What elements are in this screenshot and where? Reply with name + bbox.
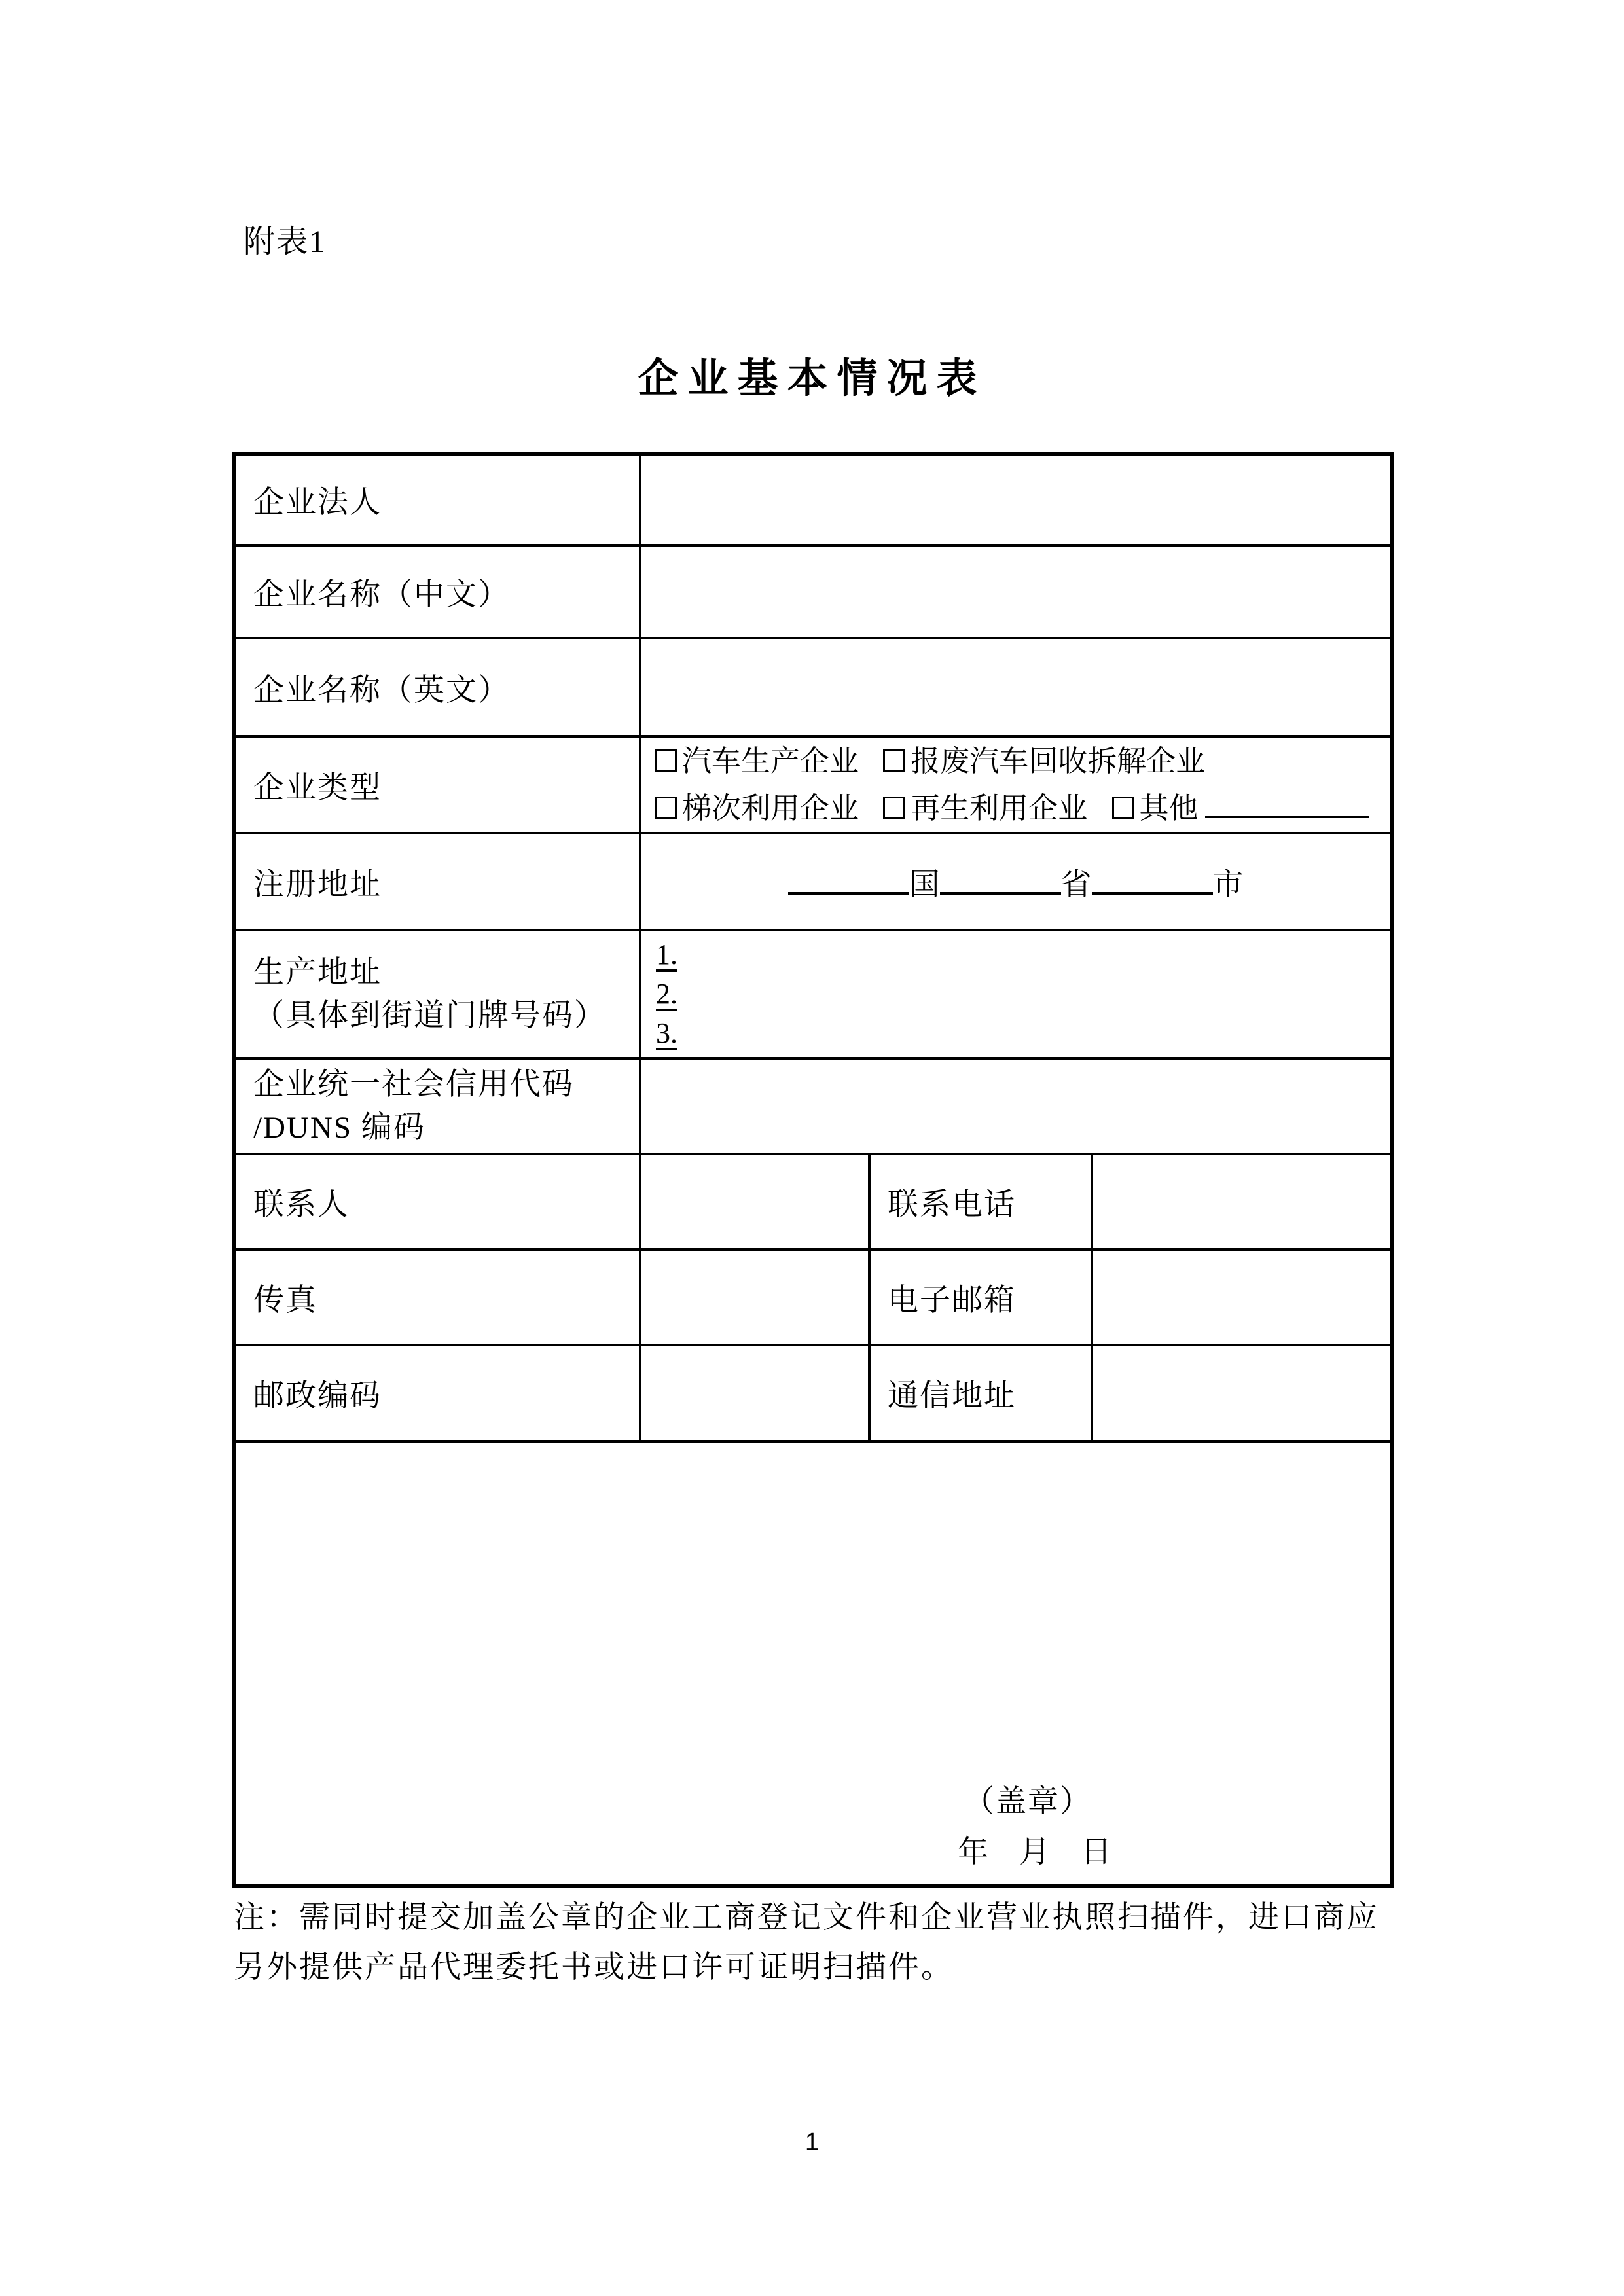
- table-row: [234, 736, 1392, 833]
- page-number: 1: [804, 2128, 820, 2156]
- table-row: [234, 1249, 1392, 1345]
- company-name-cn-value-cell: [640, 545, 1392, 638]
- fax-label: 传真: [234, 1249, 640, 1345]
- credit-code-label-line1: 企业统一社会信用代码: [253, 1067, 574, 1102]
- table-row: [234, 930, 1392, 1058]
- production-address-label-line1: 生产地址: [253, 956, 382, 990]
- checkbox-icon: [883, 749, 905, 772]
- production-address-label-line2: （具体到街道门牌号码）: [253, 999, 606, 1033]
- checkbox-icon: [655, 797, 677, 819]
- company-type-label: 企业类型: [234, 736, 640, 833]
- checkbox-icon: [655, 749, 677, 772]
- table-row: [234, 454, 1392, 545]
- legal-person-value-cell: [640, 454, 1392, 545]
- checkbox-icon: [883, 797, 905, 819]
- appendix-label: 附表1: [244, 224, 327, 259]
- page-title: 企业基本情况表: [638, 356, 986, 401]
- production-address-label: [234, 930, 640, 1058]
- option-label: 报废汽车回收拆解企业: [911, 745, 1206, 778]
- contact-person-label: 联系人: [234, 1154, 640, 1249]
- option-cascade-use: [655, 792, 859, 825]
- production-address-item-3: 3.: [656, 1017, 677, 1049]
- table-row: [234, 1441, 1392, 1886]
- option-label: 汽车生产企业: [682, 745, 859, 778]
- option-label: 梯次利用企业: [682, 792, 859, 825]
- checkbox-icon: [1112, 797, 1134, 819]
- credit-code-label-line2: /DUNS 编码: [253, 1111, 425, 1145]
- email-value-cell: [1092, 1249, 1392, 1345]
- registered-address-label: 注册地址: [234, 833, 640, 930]
- contact-phone-value-cell: [1092, 1154, 1392, 1249]
- mailing-address-label: 通信地址: [869, 1345, 1092, 1441]
- mailing-address-value-cell: [1092, 1345, 1392, 1441]
- contact-person-value-cell: [640, 1154, 869, 1249]
- company-type-options-line1: [655, 738, 1390, 785]
- other-blank-line: [1205, 789, 1369, 818]
- company-type-options-line2: [655, 785, 1390, 832]
- option-regeneration: [883, 792, 1087, 825]
- fax-value-cell: [640, 1249, 869, 1345]
- option-label: 其他: [1139, 792, 1199, 825]
- registered-address-value-cell: [640, 833, 1392, 930]
- table-row: [234, 545, 1392, 638]
- footnote-line1: 注：需同时提交加盖公章的企业工商登记文件和企业营业执照扫描件，进口商应: [234, 1901, 1379, 1935]
- country-suffix: 国: [909, 867, 940, 902]
- province-suffix: 省: [1060, 867, 1092, 902]
- contact-phone-label: 联系电话: [869, 1154, 1092, 1249]
- table-row: [234, 1154, 1392, 1249]
- stamp-area: [236, 1444, 1390, 1883]
- table-row: [234, 1345, 1392, 1441]
- legal-person-label: 企业法人: [234, 454, 640, 545]
- country-blank-line: [788, 866, 909, 895]
- city-blank-line: [1092, 866, 1213, 895]
- company-name-cn-label: 企业名称（中文）: [234, 545, 640, 638]
- date-line: 年 月 日: [958, 1835, 1112, 1869]
- option-label: 再生利用企业: [911, 792, 1088, 825]
- production-address-item-2: 2.: [656, 978, 677, 1010]
- option-scrap-recycling: [883, 745, 1205, 778]
- table-row: [234, 833, 1392, 930]
- postal-code-value-cell: [640, 1345, 869, 1441]
- table-row: [234, 638, 1392, 736]
- table-row: [234, 1058, 1392, 1154]
- credit-code-value-cell: [640, 1058, 1392, 1154]
- province-blank-line: [940, 866, 1061, 895]
- postal-code-label: 邮政编码: [234, 1345, 640, 1441]
- stamp-area-cell: [234, 1441, 1392, 1886]
- option-auto-manufacturer: [655, 745, 859, 778]
- email-label: 电子邮箱: [869, 1249, 1092, 1345]
- production-address-item-1: 1.: [656, 939, 677, 971]
- company-type-options-cell: [640, 736, 1392, 833]
- production-address-value-cell: [640, 930, 1392, 1058]
- option-other: [1112, 792, 1369, 825]
- company-name-en-value-cell: [640, 638, 1392, 736]
- enterprise-info-table: [232, 452, 1394, 1888]
- credit-code-label: [234, 1058, 640, 1154]
- seal-label: （盖章）: [964, 1784, 1092, 1819]
- footnote: [234, 1893, 1405, 1992]
- footnote-line2: 另外提供产品代理委托书或进口许可证明扫描件。: [234, 1950, 954, 1984]
- company-name-en-label: 企业名称（英文）: [234, 638, 640, 736]
- city-suffix: 市: [1212, 867, 1244, 902]
